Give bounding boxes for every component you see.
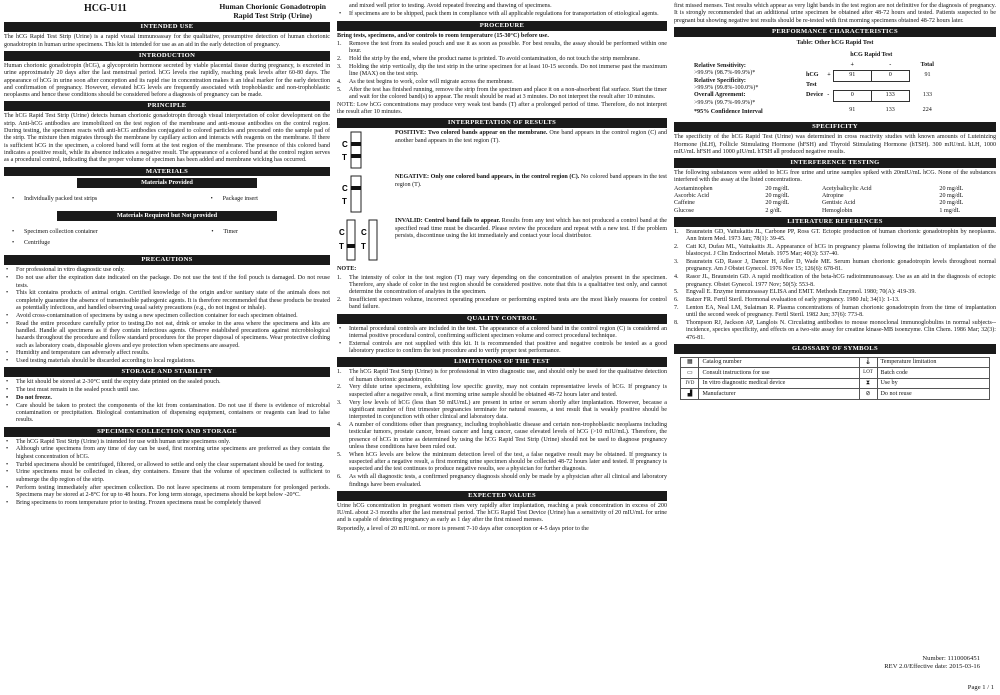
list-item: • The hCG Rapid Test Strip (Urine) is intended for use with human urine specimens only. bbox=[4, 439, 330, 446]
list-item: • This kit contains products of animal origin. Certified knowledge of the origin and/or sanitary state of the animals does not completely guarantee the absence of transmissible pathogenic agents. It is therefore recommended that these products be treated as potentially infectious, and handled observing usual safety precautions (e.g., do not ingest or inhale). bbox=[4, 290, 330, 312]
contingency-table bbox=[804, 51, 945, 116]
negative-result bbox=[337, 174, 667, 214]
list-item: • Bring specimens to room temperature prior to testing. Frozen specimens must be completely thawed bbox=[4, 500, 330, 507]
literature-list bbox=[674, 229, 996, 342]
list-item: • Care should be taken to protect the components of the kit from contamination. Do not use if there is evidence of microbial contamination or precipitation. Biological contamination of dispensing equipment, containers or reagents can lead to false results. bbox=[4, 403, 330, 425]
section-heading: INTENDED USE bbox=[4, 22, 330, 32]
list-item: 1. Braunstein GD, Vaitukaitis JL, Carbone PP, Ross GT. Ectopic production of human chorionic gonadotrophin by neoplasms. Ann Intern Med. 1973 Jan; 78(1): 39-45. bbox=[674, 228, 996, 243]
list-item: • The kit should be stored at 2-30°C until the expiry date printed on the sealed pouch. bbox=[4, 379, 330, 386]
instructions-icon: ▭ bbox=[681, 368, 699, 379]
table-row: ▦ Catalog number 🌡 Temperature limitation bbox=[681, 357, 989, 368]
row-header: - bbox=[825, 91, 833, 102]
table-cell: 224 bbox=[922, 107, 932, 114]
list-item: 2. Hold the strip by the end, where the product name is printed. To avoid contamination, do not touch the strip membrane. bbox=[337, 55, 640, 62]
list-item: 3. Very low levels of hCG (less than 50 mIU/mL) are present in urine or serum shortly after implantation. However, because a significant number of first trimester pregnancies terminate for natural reasons, a test result that is weakly positive should be interpreted in conjunction with other clinical and laboratory data. bbox=[337, 399, 667, 421]
procedure-note: NOTE: Low hCG concentrations may produce very weak test bands (T) after a prolonged period of time. Therefore, do not interpret the result after 10 minutes. bbox=[337, 101, 667, 116]
col-header: + bbox=[833, 61, 871, 71]
negative-strip-icon bbox=[337, 174, 387, 214]
test-label: T bbox=[339, 242, 344, 252]
subsection-heading: Materials Provided bbox=[77, 178, 257, 188]
stat-value: >99.9% (99.8%-100.0%)* bbox=[694, 85, 759, 92]
procedure-steps bbox=[337, 41, 667, 102]
section-heading: INTERFERENCE TESTING bbox=[674, 158, 996, 168]
positive-strip-icon bbox=[337, 130, 387, 170]
list-item: • Package insert bbox=[211, 196, 258, 203]
negative-text: NEGATIVE: Only one colored band appears, in the control region (C). No colored band appears in the test region (T). bbox=[395, 174, 667, 188]
subsection-heading: Materials Required but Not provided bbox=[57, 211, 277, 221]
section-heading: SPECIMEN COLLECTION AND STORAGE bbox=[4, 427, 330, 437]
table-row: IVD In vitro diagnostic medical device ⧗ Use by bbox=[681, 378, 989, 389]
section-heading: PRINCIPLE bbox=[4, 101, 330, 111]
list-item: 1. The intensity of color in the test region (T) may vary depending on the concentration of analytes present in the specimen. Therefore, any shade of color in the test region should be considered positive. note that this is a qualitative test only, and cannot determine the concentration of analytes in the specimen. bbox=[337, 274, 667, 296]
table-cell: 0 bbox=[871, 71, 909, 82]
list-item: 4. As the test begins to work, color will migrate across the membrane. bbox=[337, 78, 514, 85]
list-item: • Do not use after the expiration date indicated on the package. Do not use the test if the foil pouch is damaged. Do not reuse tests. bbox=[4, 275, 330, 290]
section-heading: EXPECTED VALUES bbox=[337, 491, 667, 501]
performance-stats bbox=[674, 51, 804, 116]
control-label: C bbox=[342, 184, 348, 194]
product-code: HCG-U11 bbox=[84, 3, 127, 14]
hourglass-icon: ⧗ bbox=[859, 378, 877, 389]
intended-use-text: The hCG Rapid Test Strip (Urine) is a rapid visual immunoassay for the qualitative, presumptive detection of human chorionic gonadotropin in human urine specimens. This kit is intended for use as an aid in the early detection of pregnancy. bbox=[4, 34, 330, 48]
table-row: Caffeine 20 mg/dL Gentisic Acid 20 mg/dL bbox=[674, 200, 964, 207]
section-heading: LIMITATIONS OF THE TEST bbox=[337, 357, 667, 367]
table-row: ▭ Consult instructions for use LOT Batch code bbox=[681, 368, 989, 379]
continued-text: first missed menses. Test results which appear as very light bands in the test region are not definitive for the diagnosis of pregnancy. It is strongly recommended that an additional urine specimen be obtained after 48-72 hours and tested. Patients suspected to be pregnant but showing negative test results should be re-tested with first morning specimens obtained 48-72 hours later. bbox=[674, 3, 996, 24]
introduction-text: Human chorionic gonadotropin (hCG), a glycoprotein hormone secreted by viable placental tissue during pregnancy, is excreted in urine approximately 20 days after the last menstrual period. hCG levels rise rapidly, reaching peak levels after 60-80 days. The appearance of hCG in urine soon after conception and its rapid rise in concentration makes it an ideal marker for the early detection and confirmation of pregnancy. However, elevated hCG levels are frequently associated with trophoblastic and non-trophoblastic neoplasms and hence these conditions should be considered before a diagnosis of pregnancy can be made. bbox=[4, 62, 330, 99]
list-item: 1. The hCG Rapid Test Strip (Urine) is for professional in vitro diagnostic use, and should only be used for the qualitative detection of human chorionic gonadotropin. bbox=[337, 369, 667, 383]
table-row: Glucose 2 g/dL Hemoglobin 1 mg/dL bbox=[674, 207, 961, 214]
row-group-label: Device bbox=[806, 92, 824, 99]
stat-label: Overall Agreement: bbox=[694, 92, 746, 99]
stat-value: >99.9% (99.7%-99.9%)* bbox=[694, 99, 756, 106]
list-item: • Centrifuge bbox=[12, 240, 50, 247]
list-item: • If specimens are to be shipped, pack them in compliance with all applicable regulations for transportation of etiological agents. bbox=[337, 11, 667, 18]
procedure-lead: Bring tests, specimens, and/or controls to room temperature (15-30°C) before use. bbox=[337, 32, 549, 39]
list-item: • Timer bbox=[211, 229, 238, 236]
limitations-list bbox=[337, 369, 667, 489]
list-item: 6. As with all diagnostic tests, a confirmed pregnancy diagnosis should only be made by a physician after all clinical and laboratory findings have been evaluated. bbox=[337, 474, 667, 488]
specificity-text: The specificity of the hCG Rapid Test (Urine) was determined in cross reactivity studies with known amounts of Luteinizing Hormone (hLH), Follicle Stimulating Hormone (hFSH) and Thyroid Stimulating Hormone (hTSH). 300 mIU/mL hLH, 1000 mIU/mL hFSH and 1000 μIU/mL hTSH all produced negative results. bbox=[674, 134, 996, 155]
list-item: • Although urine specimens from any time of day can be used, first morning urine specimens are preferred as they contain the highest concentration of hCG. bbox=[4, 446, 330, 461]
temperature-icon: 🌡 bbox=[859, 357, 877, 368]
control-label: C bbox=[339, 228, 345, 238]
list-item: • Avoid cross-contamination of specimens by using a new specimen collection container for each specimen obtained. bbox=[4, 313, 330, 320]
control-label: C bbox=[361, 228, 367, 238]
list-item: • External controls are not supplied with this kit. It is recommended that positive and negative controls be tested as a good laboratory practice to confirm the test procedure and to verify proper test performance. bbox=[337, 341, 667, 356]
list-item: 7. Lenton EA, Neal LM, Sulaiman R. Plasma concentrations of human chorionic gonadotropin from the time of implantation until the second week of pregnancy. Fertil Steril. 1982 Jun; 37(6): 773-8. bbox=[674, 305, 996, 319]
section-heading: INTERPRETATION OF RESULTS bbox=[337, 118, 667, 128]
stat-label: Relative Sensitivity: bbox=[694, 63, 746, 70]
no-reuse-icon: ⊘ bbox=[859, 389, 877, 400]
stat-value: >99.9% (98.7%-99.9%)* bbox=[694, 70, 756, 77]
list-item: 4. A number of conditions other than pregnancy, including trophoblastic disease and certain non-trophoblastic neoplasms including testicular tumors, prostate cancer, breast cancer and lung cancer, cause elevated levels of hCG (>10 mIU/mL). Therefore, the presence of hCG in urine as determined by using the hCG Rapid Test Strip (Urine) should not be used to diagnose pregnancy unless these conditions have been ruled out. bbox=[337, 422, 667, 450]
list-item: • Turbid specimens should be centrifuged, filtered, or allowed to settle and only the clear supernatant should be used for testing. bbox=[4, 462, 330, 469]
list-item: 2. Very dilute urine specimens, exhibiting low specific gravity, may not contain representative levels of hCG. If pregnancy is suspected after a negative result, a first morning urine sample should be obtained 48-72 hours later and tested. bbox=[337, 384, 667, 398]
section-heading: PROCEDURE bbox=[337, 21, 667, 31]
quality-list bbox=[337, 326, 667, 356]
performance-table-title: Table: Other hCG Rapid Test bbox=[796, 39, 874, 46]
list-item: • Internal procedural controls are included in the test. The appearance of a colored band in the control region (C) is considered an internal positive procedural control, confirming sufficient specimen volume and correct procedural technique. bbox=[337, 326, 667, 341]
interpretation-note-heading: NOTE: bbox=[337, 266, 357, 273]
table-cell: 91 bbox=[849, 107, 856, 114]
interpretation-notes bbox=[337, 275, 667, 312]
list-item: • Read the entire procedure carefully prior to testing.Do not eat, drink or smoke in the area where the specimens and kits are handled. Handle all specimens as if they contain infectious agents. Observe established precautions against microbiological hazards throughout the procedure and follow standard procedures for the proper disposal of specimens. Wear protective clothing such as laboratory coats, disposable gloves and eye protection when specimens are assayed. bbox=[4, 321, 330, 350]
table-cell: 133 bbox=[871, 91, 909, 102]
table-cell: 91 bbox=[924, 72, 931, 79]
list-item: • For professional in vitro diagnostic use only. bbox=[4, 267, 330, 274]
page-number: Page 1 / 1 bbox=[967, 684, 994, 691]
invalid-result bbox=[337, 218, 667, 262]
invalid-strip-icon bbox=[337, 218, 387, 262]
row-group-label: hCG bbox=[806, 72, 819, 79]
table-cell: 133 bbox=[885, 107, 895, 114]
principle-text: The hCG Rapid Test Strip (Urine) detects human chorionic gonadotropin through visual interpretation of color development on the strip. Anti-hCG antibodies are immobilized on the test region of the membrane and anti-mouse antibodies on the control region. During testing, the specimen reacts with anti-hCG antibodies conjugated to colored particles and precoated onto the sample pad of the strip. The mixture then migrates through the membrane by capillary action and interacts with reagents on the membrane. If there is sufficient hCG in the specimen, a colored band will form at the test region of the membrane. The presence of this colored band indicates a positive result, while its absence indicates a negative result. The appearance of a colored band at the control region serves as a procedural control, indicating that the proper volume of specimen has been added and membrane wicking has occurred. bbox=[4, 113, 330, 164]
section-heading: LITERATURE REFERENCES bbox=[674, 217, 996, 227]
interference-text: The following substances were added to hCG free urine and urine samples spiked with 20mIU/mL hCG. None of the substances interfered with the assay at the listed concentrations. bbox=[674, 170, 996, 184]
expected-text-2: Reportedly, a level of 20 mIU/mL or more is present 7-10 days after conception or 4-5 days prior to the bbox=[337, 525, 589, 532]
list-item: • Do not freeze. bbox=[4, 395, 330, 402]
batch-icon: LOT bbox=[859, 368, 877, 379]
confidence-note: *95% Confidence Interval bbox=[694, 109, 763, 116]
list-item: • The test must remain in the sealed pouch until use. bbox=[4, 387, 330, 394]
list-item: 6. Batzer FR. Fertil Steril. Hormonal evaluation of early pregnancy. 1980 Jul; 34(1): 1-13. bbox=[674, 297, 900, 304]
list-item: 2. Insufficient specimen volume, incorrect operating procedure or performing expired tests are the most likely reasons for control band failure. bbox=[337, 297, 667, 311]
row-group-label: Test bbox=[806, 82, 817, 89]
table-cell: 0 bbox=[833, 91, 871, 102]
continued-text: and mixed well prior to testing. Avoid repeated freezing and thawing of specimens. bbox=[349, 3, 552, 9]
list-item: • Used testing materials should be discarded according to local regulations. bbox=[4, 358, 330, 365]
expected-text: Urine hCG concentration in pregnant women rises very rapidly after implantation, reaching a peak concentration in excess of 200 IU/mL about 2-3 months after the last menstrual period. The hCG Rapid Test Device (Urine) has a sensitivity of 20 mIU/mL for urine and is capable of detecting pregnancy as early as 1 day after the first missed menses. bbox=[337, 502, 667, 524]
document-title bbox=[219, 3, 326, 20]
precautions-list bbox=[4, 267, 330, 365]
list-item: • Individually packed test strips bbox=[12, 196, 97, 203]
ivd-icon: IVD bbox=[681, 378, 699, 389]
column-group-label: hCG Rapid Test bbox=[850, 52, 893, 59]
table-row: Acetaminophen 20 mg/dL Acetylsalicylic Acid 20 mg/dL bbox=[674, 185, 964, 192]
positive-result bbox=[337, 130, 667, 170]
section-heading: PRECAUTIONS bbox=[4, 255, 330, 265]
list-item: 2. Catt KJ, Dufau ML, Vaitukaitis JL. Appearance of hCG in pregnancy plasma following the initiation of implantation of the blastocyst. J Clin Endocrinol Metab. 1975 Mar; 40(3): 537-40. bbox=[674, 244, 996, 258]
list-item: • Urine specimens must be collected in clean, dry containers. Ensure that the volume of specimen collected is sufficient to submerge the dip region of the strip. bbox=[4, 469, 330, 484]
section-heading: PERFORMANCE CHARACTERISTICS bbox=[674, 27, 996, 37]
list-item: 3. Holding the strip vertically, dip the test strip in the urine specimen for at least 10-15 seconds. Do not immerse past the maximum line (MAX) on the test strip. bbox=[337, 63, 667, 78]
materials-provided-list bbox=[4, 190, 330, 209]
list-item: • Perform testing immediately after specimen collection. Do not leave specimens at room temperature for prolonged periods. Specimens may be stored at 2-8°C for up to 48 hours. For long term storage, specimens should be kept below -20°C. bbox=[4, 485, 330, 500]
list-item: 8. Thompson RJ, Jackson AP, Langlois N. Circulating antibodies to mouse monoclonal immunoglobulins in normal subjects--incidence, species specificity, and effects on a two-site assay for creatine kinase-MB isoenzyme. Clin Chem. 1986 Mar; 32(3): 476-81. bbox=[674, 320, 996, 341]
table-row: Ascorbic Acid 20 mg/dL Atropine 20 mg/dL bbox=[674, 193, 964, 200]
section-heading: MATERIALS bbox=[4, 167, 330, 177]
column-1 bbox=[4, 3, 330, 507]
table-row: ▟ Manufacturer ⊘ Do not reuse bbox=[681, 389, 989, 400]
list-item: • Humidity and temperature can adversely affect results. bbox=[4, 350, 330, 357]
table-cell: 91 bbox=[833, 71, 871, 82]
document-footer bbox=[884, 655, 980, 671]
storage-list bbox=[4, 379, 330, 424]
performance-block bbox=[674, 51, 996, 116]
document-number: Number: 1110006451 bbox=[922, 655, 980, 662]
title-line-1: Human Chorionic Gonadotropin bbox=[219, 2, 326, 11]
continued-list bbox=[337, 11, 667, 18]
list-item: 4. Rasor JL, Braunstein GD. A rapid modification of the beta-hCG radioimmunoassay. Use as an aid in the diagnosis of ectopic pregnancy. Obstet Gynecol. 1977 Nov; 50(5): 553-8. bbox=[674, 274, 996, 288]
specimen-list bbox=[4, 439, 330, 507]
column-2 bbox=[337, 3, 667, 534]
section-heading: GLOSSARY OF SYMBOLS bbox=[674, 344, 996, 354]
document-header bbox=[4, 3, 330, 20]
materials-required-list bbox=[4, 223, 330, 238]
column-3 bbox=[674, 3, 996, 400]
section-heading: STORAGE AND STABILITY bbox=[4, 367, 330, 377]
section-heading: SPECIFICITY bbox=[674, 122, 996, 132]
title-line-2: Rapid Test Strip (Urine) bbox=[233, 10, 313, 20]
positive-text: POSITIVE: Two colored bands appear on the membrane. One band appears in the control region (C) and another band appears in the test region (T). bbox=[395, 130, 667, 144]
list-item: 1. Remove the test from its sealed pouch and use it as soon as possible. For best results, the assay should be performed within one hour. bbox=[337, 40, 667, 55]
col-header: Total bbox=[920, 61, 934, 68]
list-item: 5. When hCG levels are below the minimum detection level of the test, a false negative result may be obtained. If pregnancy is suspected after a negative result, a first morning urine specimen should be collected 48-72 hours later and tested. If pregnancy is suspected and the test continues to produce negative results, see a physician for further diagnosis. bbox=[337, 451, 667, 473]
interference-table bbox=[674, 186, 996, 215]
test-label: T bbox=[342, 153, 347, 163]
list-item: 5. After the test has finished running, remove the strip from the specimen and place it on a non-absorbent flat surface. Start the timer and wait for the colored band(s) to appear. The result should be read at 3 minutes. Do not interpret the result after 10 minutes. bbox=[337, 86, 667, 101]
col-header: - bbox=[871, 61, 909, 71]
test-label: T bbox=[361, 242, 366, 252]
catalog-icon: ▦ bbox=[681, 357, 699, 368]
factory-icon: ▟ bbox=[681, 389, 699, 400]
stat-label: Relative Specificity: bbox=[694, 77, 746, 84]
row-header: + bbox=[825, 71, 833, 82]
table-cell: 133 bbox=[922, 92, 933, 99]
revision-date: REV 2.0/Effective date: 2015-03-16 bbox=[884, 662, 980, 670]
list-item: • Specimen collection container bbox=[12, 229, 98, 236]
materials-required-list-2 bbox=[4, 238, 330, 253]
list-item: 3. Braunstein GD, Rasor J, Danzer H, Adler D, Wade ME. Serum human chorionic gonadotropin levels throughout normal pregnancy. Am J Obstet Gynecol. 1976 Nov 15; 126(6): 678-81. bbox=[674, 259, 996, 273]
section-heading: INTRODUCTION bbox=[4, 51, 330, 61]
control-label: C bbox=[342, 140, 348, 150]
section-heading: QUALITY CONTROL bbox=[337, 314, 667, 324]
test-label: T bbox=[342, 197, 347, 207]
invalid-text: INVALID: Control band fails to appear. Results from any test which has not produced a control band at the specified read time must be discarded. Please review the procedure and repeat with a new test. If the problem persists, discontinue using the kit immediately and contact your local distributor. bbox=[395, 218, 667, 239]
list-item: 5. Engvall E. Enzyme immunoassay ELISA and EMIT. Methods Enzymol. 1980; 70(A): 419-39. bbox=[674, 289, 916, 296]
glossary-table bbox=[680, 357, 989, 400]
